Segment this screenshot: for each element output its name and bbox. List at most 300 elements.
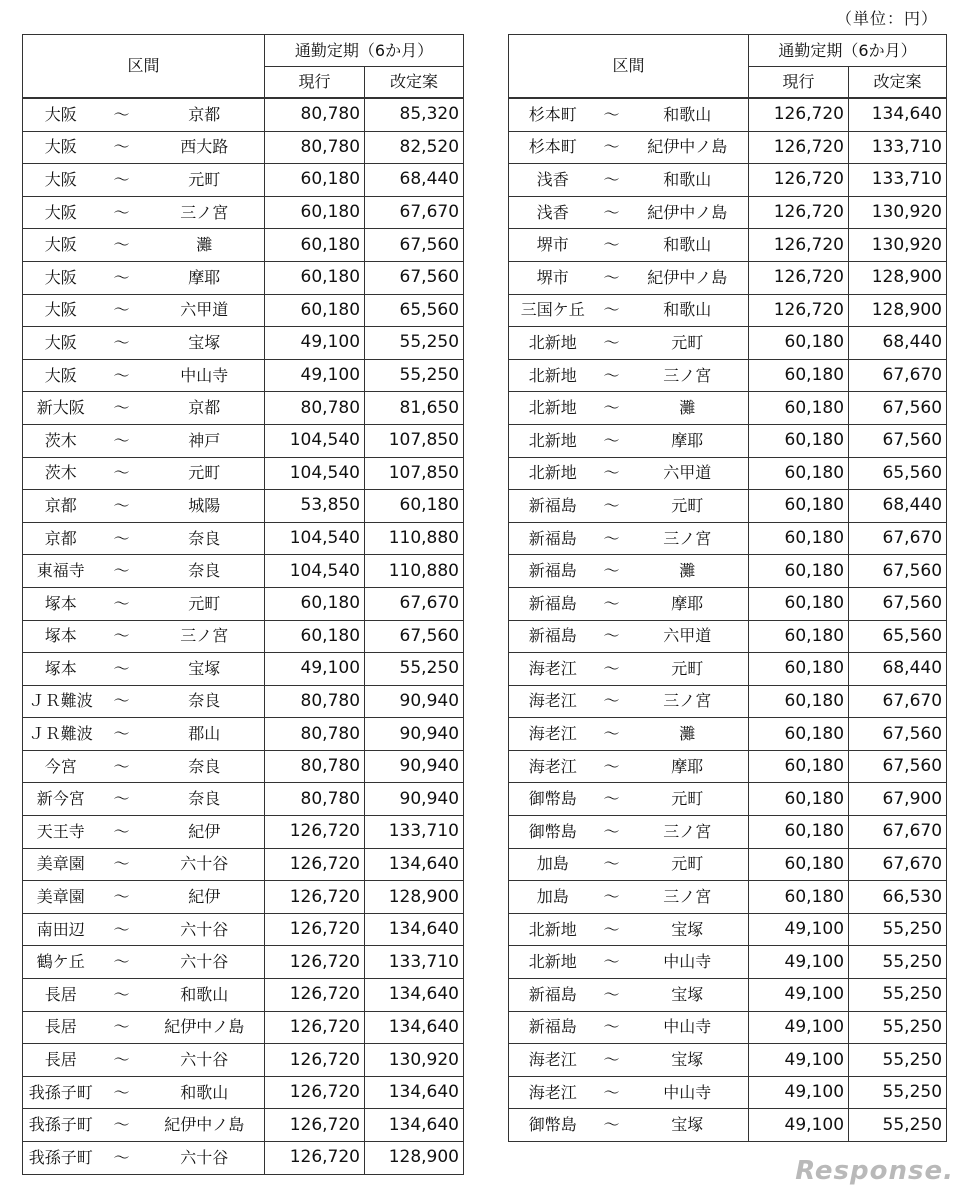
proposed-fare: 60,180 <box>365 490 464 523</box>
proposed-fare: 130,920 <box>849 229 947 262</box>
current-fare: 60,180 <box>749 424 849 457</box>
section-tilde: ～ <box>597 816 627 849</box>
section-to: 和歌山 <box>627 164 749 197</box>
proposed-fare: 55,250 <box>365 653 464 686</box>
table-row <box>23 848 464 881</box>
current-fare: 60,180 <box>265 196 365 229</box>
table-row <box>23 1076 464 1109</box>
section-tilde: ～ <box>99 424 145 457</box>
current-fare: 126,720 <box>265 816 365 849</box>
proposed-fare: 82,520 <box>365 131 464 164</box>
section-to: 紀伊中ノ島 <box>627 131 749 164</box>
table-row <box>23 653 464 686</box>
table-row <box>23 424 464 457</box>
section-to: 六甲道 <box>145 294 265 327</box>
section-tilde: ～ <box>99 98 145 131</box>
section-to: 灘 <box>627 718 749 751</box>
section-to: 奈良 <box>145 783 265 816</box>
table-row <box>509 881 947 914</box>
section-tilde: ～ <box>99 816 145 849</box>
unit-label: （単位：円） <box>835 9 938 28</box>
current-fare: 104,540 <box>265 522 365 555</box>
proposed-fare: 55,250 <box>849 1109 947 1142</box>
section-from: 茨木 <box>23 457 99 490</box>
proposed-fare: 130,920 <box>849 196 947 229</box>
section-to: 三ノ宮 <box>627 522 749 555</box>
section-tilde: ～ <box>99 261 145 294</box>
section-header: 区間 <box>509 35 749 99</box>
section-from: 北新地 <box>509 457 597 490</box>
current-fare: 49,100 <box>265 359 365 392</box>
table-row <box>23 457 464 490</box>
section-tilde: ～ <box>99 913 145 946</box>
table-row <box>23 750 464 783</box>
section-from: 新福島 <box>509 490 597 523</box>
section-from: 京都 <box>23 522 99 555</box>
section-to: 元町 <box>145 587 265 620</box>
proposed-fare: 55,250 <box>365 327 464 360</box>
table-row <box>509 164 947 197</box>
section-tilde: ～ <box>99 555 145 588</box>
proposed-fare: 55,250 <box>849 946 947 979</box>
table-row <box>23 98 464 131</box>
section-tilde: ～ <box>99 653 145 686</box>
section-to: 宝塚 <box>145 327 265 360</box>
proposed-fare: 134,640 <box>365 1011 464 1044</box>
table-row <box>23 946 464 979</box>
proposed-fare: 67,670 <box>849 359 947 392</box>
section-to: 灘 <box>627 392 749 425</box>
section-from: 杉本町 <box>509 131 597 164</box>
current-fare: 126,720 <box>749 229 849 262</box>
current-fare: 80,780 <box>265 750 365 783</box>
table-row <box>509 750 947 783</box>
section-from: 我孫子町 <box>23 1142 99 1175</box>
watermark-text: Response. <box>795 1156 954 1186</box>
current-fare: 60,180 <box>749 783 849 816</box>
section-from: 堺市 <box>509 261 597 294</box>
section-tilde: ～ <box>99 946 145 979</box>
section-from: 大阪 <box>23 196 99 229</box>
section-to: 紀伊 <box>145 881 265 914</box>
section-tilde: ～ <box>99 294 145 327</box>
section-to: 六十谷 <box>145 848 265 881</box>
current-fare: 126,720 <box>749 261 849 294</box>
current-fare: 49,100 <box>749 913 849 946</box>
table-row <box>509 457 947 490</box>
table-row <box>23 490 464 523</box>
section-tilde: ～ <box>597 522 627 555</box>
section-from: 御幣島 <box>509 1109 597 1142</box>
section-from: 天王寺 <box>23 816 99 849</box>
table-row <box>23 913 464 946</box>
section-tilde: ～ <box>99 1076 145 1109</box>
proposed-fare: 67,560 <box>849 424 947 457</box>
section-to: 神戸 <box>145 424 265 457</box>
current-fare: 60,180 <box>749 685 849 718</box>
table-row <box>509 1044 947 1077</box>
section-to: 京都 <box>145 392 265 425</box>
section-tilde: ～ <box>597 294 627 327</box>
current-fare: 60,180 <box>749 750 849 783</box>
proposed-fare: 67,670 <box>849 522 947 555</box>
current-fare: 80,780 <box>265 392 365 425</box>
current-fare: 53,850 <box>265 490 365 523</box>
fare-table-right <box>508 34 947 1142</box>
proposed-fare: 68,440 <box>849 490 947 523</box>
current-fare: 126,720 <box>749 164 849 197</box>
section-tilde: ～ <box>99 196 145 229</box>
current-fare: 126,720 <box>749 196 849 229</box>
table-row <box>509 718 947 751</box>
current-fare: 49,100 <box>749 1011 849 1044</box>
table-row <box>23 1044 464 1077</box>
section-tilde: ～ <box>597 620 627 653</box>
section-to: 元町 <box>145 164 265 197</box>
proposed-fare: 55,250 <box>849 913 947 946</box>
section-to: 宝塚 <box>627 1109 749 1142</box>
section-tilde: ～ <box>99 881 145 914</box>
section-to: 三ノ宮 <box>627 816 749 849</box>
current-fare: 126,720 <box>265 1142 365 1175</box>
table-row <box>509 653 947 686</box>
current-fare: 104,540 <box>265 555 365 588</box>
section-to: 元町 <box>627 327 749 360</box>
section-from: 新福島 <box>509 555 597 588</box>
section-to: 中山寺 <box>145 359 265 392</box>
current-fare: 126,720 <box>265 1076 365 1109</box>
current-fare: 60,180 <box>749 555 849 588</box>
table-row <box>23 392 464 425</box>
proposed-fare: 67,670 <box>849 685 947 718</box>
section-from: 浅香 <box>509 164 597 197</box>
table-row <box>509 327 947 360</box>
fare-table-left <box>22 34 464 1175</box>
table-row <box>23 881 464 914</box>
table-row <box>509 1011 947 1044</box>
table-row <box>509 946 947 979</box>
current-fare: 60,180 <box>749 359 849 392</box>
current-fare: 126,720 <box>265 1044 365 1077</box>
section-tilde: ～ <box>99 685 145 718</box>
section-to: 京都 <box>145 98 265 131</box>
section-tilde: ～ <box>597 946 627 979</box>
table-row <box>509 392 947 425</box>
section-to: 中山寺 <box>627 946 749 979</box>
section-to: 三ノ宮 <box>145 196 265 229</box>
section-to: 三ノ宮 <box>627 881 749 914</box>
section-from: 新福島 <box>509 979 597 1012</box>
table-row <box>509 979 947 1012</box>
proposed-fare: 90,940 <box>365 685 464 718</box>
section-from: 新今宮 <box>23 783 99 816</box>
table-row <box>509 424 947 457</box>
proposed-header: 改定案 <box>849 67 947 99</box>
section-from: 大阪 <box>23 327 99 360</box>
current-fare: 49,100 <box>265 653 365 686</box>
section-from: 海老江 <box>509 718 597 751</box>
proposed-fare: 134,640 <box>849 98 947 131</box>
section-from: 大阪 <box>23 359 99 392</box>
proposed-fare: 134,640 <box>365 848 464 881</box>
current-fare: 126,720 <box>749 131 849 164</box>
current-fare: 60,180 <box>265 261 365 294</box>
section-to: 和歌山 <box>627 229 749 262</box>
current-fare: 126,720 <box>749 294 849 327</box>
current-fare: 60,180 <box>265 164 365 197</box>
table-row <box>509 587 947 620</box>
proposed-fare: 110,880 <box>365 555 464 588</box>
pass-header: 通勤定期（6か月） <box>265 35 464 67</box>
table-row <box>23 164 464 197</box>
current-fare: 49,100 <box>749 979 849 1012</box>
proposed-fare: 67,560 <box>849 555 947 588</box>
proposed-fare: 107,850 <box>365 457 464 490</box>
proposed-fare: 65,560 <box>849 457 947 490</box>
fare-rows-right <box>509 98 947 1142</box>
response-watermark <box>795 1156 954 1186</box>
table-row <box>23 196 464 229</box>
section-from: 今宮 <box>23 750 99 783</box>
section-to: 中山寺 <box>627 1076 749 1109</box>
section-tilde: ～ <box>597 913 627 946</box>
proposed-fare: 85,320 <box>365 98 464 131</box>
proposed-fare: 133,710 <box>849 131 947 164</box>
current-fare: 60,180 <box>749 620 849 653</box>
proposed-fare: 67,560 <box>365 261 464 294</box>
section-from: 新福島 <box>509 1011 597 1044</box>
proposed-fare: 67,560 <box>365 229 464 262</box>
proposed-fare: 55,250 <box>849 1044 947 1077</box>
section-to: 六十谷 <box>145 946 265 979</box>
proposed-fare: 67,670 <box>849 848 947 881</box>
table-row <box>23 522 464 555</box>
proposed-fare: 67,900 <box>849 783 947 816</box>
section-tilde: ～ <box>597 750 627 783</box>
current-fare: 80,780 <box>265 685 365 718</box>
section-from: 加島 <box>509 848 597 881</box>
section-to: 六甲道 <box>627 620 749 653</box>
table-row <box>23 816 464 849</box>
pass-header: 通勤定期（6か月） <box>749 35 947 67</box>
section-to: 摩耶 <box>627 750 749 783</box>
section-from: ＪＲ難波 <box>23 718 99 751</box>
section-to: 和歌山 <box>145 1076 265 1109</box>
section-from: 鶴ケ丘 <box>23 946 99 979</box>
section-to: 奈良 <box>145 522 265 555</box>
section-to: 紀伊 <box>145 816 265 849</box>
table-row <box>509 620 947 653</box>
proposed-fare: 134,640 <box>365 1076 464 1109</box>
section-tilde: ～ <box>597 783 627 816</box>
section-from: 御幣島 <box>509 816 597 849</box>
section-tilde: ～ <box>99 392 145 425</box>
section-tilde: ～ <box>597 979 627 1012</box>
proposed-fare: 130,920 <box>365 1044 464 1077</box>
section-tilde: ～ <box>597 848 627 881</box>
proposed-fare: 66,530 <box>849 881 947 914</box>
table-row <box>509 229 947 262</box>
table-row <box>23 359 464 392</box>
section-tilde: ～ <box>597 1011 627 1044</box>
current-fare: 60,180 <box>749 653 849 686</box>
current-header: 現行 <box>265 67 365 99</box>
proposed-fare: 133,710 <box>365 816 464 849</box>
section-tilde: ～ <box>597 718 627 751</box>
current-fare: 126,720 <box>265 979 365 1012</box>
section-to: 郡山 <box>145 718 265 751</box>
section-tilde: ～ <box>597 1076 627 1109</box>
proposed-fare: 68,440 <box>365 164 464 197</box>
section-to: 三ノ宮 <box>627 685 749 718</box>
section-tilde: ～ <box>597 685 627 718</box>
table-row <box>509 522 947 555</box>
proposed-fare: 67,560 <box>849 392 947 425</box>
section-from: 海老江 <box>509 685 597 718</box>
proposed-fare: 107,850 <box>365 424 464 457</box>
table-row <box>509 783 947 816</box>
section-tilde: ～ <box>99 490 145 523</box>
proposed-fare: 68,440 <box>849 327 947 360</box>
proposed-fare: 90,940 <box>365 718 464 751</box>
section-from: 南田辺 <box>23 913 99 946</box>
section-tilde: ～ <box>99 359 145 392</box>
section-from: 海老江 <box>509 1044 597 1077</box>
current-fare: 60,180 <box>749 327 849 360</box>
section-tilde: ～ <box>597 1044 627 1077</box>
section-to: 西大路 <box>145 131 265 164</box>
table-row <box>23 783 464 816</box>
section-from: 北新地 <box>509 913 597 946</box>
section-from: 長居 <box>23 1044 99 1077</box>
current-fare: 49,100 <box>265 327 365 360</box>
table-row <box>509 848 947 881</box>
proposed-fare: 134,640 <box>365 1109 464 1142</box>
section-to: 宝塚 <box>627 913 749 946</box>
table-row <box>23 1142 464 1175</box>
section-tilde: ～ <box>99 457 145 490</box>
current-fare: 49,100 <box>749 1044 849 1077</box>
section-from: 大阪 <box>23 229 99 262</box>
table-row <box>23 261 464 294</box>
section-from: 堺市 <box>509 229 597 262</box>
section-from: 我孫子町 <box>23 1076 99 1109</box>
current-fare: 60,180 <box>749 816 849 849</box>
section-tilde: ～ <box>597 555 627 588</box>
section-from: 塚本 <box>23 653 99 686</box>
section-tilde: ～ <box>99 750 145 783</box>
table-row <box>23 131 464 164</box>
section-to: 元町 <box>627 848 749 881</box>
current-fare: 126,720 <box>749 98 849 131</box>
proposed-fare: 67,670 <box>365 587 464 620</box>
table-row <box>23 229 464 262</box>
current-fare: 126,720 <box>265 881 365 914</box>
section-to: 紀伊中ノ島 <box>627 196 749 229</box>
current-fare: 49,100 <box>749 1076 849 1109</box>
section-from: 大阪 <box>23 164 99 197</box>
section-to: 元町 <box>627 490 749 523</box>
section-tilde: ～ <box>597 881 627 914</box>
section-tilde: ～ <box>597 131 627 164</box>
current-fare: 104,540 <box>265 424 365 457</box>
section-to: 宝塚 <box>627 1044 749 1077</box>
section-to: 元町 <box>145 457 265 490</box>
section-from: 新大阪 <box>23 392 99 425</box>
table-row <box>509 98 947 131</box>
section-to: 奈良 <box>145 685 265 718</box>
table-row <box>23 294 464 327</box>
current-fare: 104,540 <box>265 457 365 490</box>
section-tilde: ～ <box>597 196 627 229</box>
proposed-fare: 55,250 <box>849 1011 947 1044</box>
section-from: 大阪 <box>23 131 99 164</box>
section-to: 元町 <box>627 653 749 686</box>
section-tilde: ～ <box>597 457 627 490</box>
section-from: 塚本 <box>23 587 99 620</box>
section-from: 新福島 <box>509 522 597 555</box>
section-from: 美章園 <box>23 881 99 914</box>
proposed-fare: 65,560 <box>849 620 947 653</box>
section-to: 摩耶 <box>627 587 749 620</box>
proposed-fare: 81,650 <box>365 392 464 425</box>
section-from: 新福島 <box>509 587 597 620</box>
section-tilde: ～ <box>99 1109 145 1142</box>
proposed-header: 改定案 <box>365 67 464 99</box>
proposed-fare: 134,640 <box>365 979 464 1012</box>
section-to: 奈良 <box>145 750 265 783</box>
table-row <box>509 294 947 327</box>
proposed-fare: 110,880 <box>365 522 464 555</box>
section-tilde: ～ <box>99 131 145 164</box>
current-fare: 60,180 <box>265 229 365 262</box>
section-from: 京都 <box>23 490 99 523</box>
section-tilde: ～ <box>597 587 627 620</box>
section-from: 長居 <box>23 979 99 1012</box>
section-to: 灘 <box>145 229 265 262</box>
section-from: 我孫子町 <box>23 1109 99 1142</box>
proposed-fare: 67,560 <box>849 587 947 620</box>
section-tilde: ～ <box>99 718 145 751</box>
section-from: 塚本 <box>23 620 99 653</box>
current-fare: 80,780 <box>265 131 365 164</box>
section-to: 宝塚 <box>627 979 749 1012</box>
table-row <box>509 913 947 946</box>
current-fare: 60,180 <box>749 718 849 751</box>
section-from: 海老江 <box>509 750 597 783</box>
current-fare: 60,180 <box>749 848 849 881</box>
current-fare: 60,180 <box>749 587 849 620</box>
current-fare: 60,180 <box>265 587 365 620</box>
current-fare: 80,780 <box>265 783 365 816</box>
proposed-fare: 67,560 <box>365 620 464 653</box>
proposed-fare: 55,250 <box>849 979 947 1012</box>
table-row <box>23 327 464 360</box>
current-fare: 60,180 <box>749 392 849 425</box>
section-tilde: ～ <box>597 98 627 131</box>
section-from: 北新地 <box>509 946 597 979</box>
current-fare: 60,180 <box>749 522 849 555</box>
proposed-fare: 67,670 <box>365 196 464 229</box>
section-tilde: ～ <box>99 164 145 197</box>
proposed-fare: 67,670 <box>849 816 947 849</box>
current-fare: 60,180 <box>265 294 365 327</box>
section-tilde: ～ <box>99 979 145 1012</box>
section-to: 六十谷 <box>145 1142 265 1175</box>
table-row <box>509 359 947 392</box>
proposed-fare: 133,710 <box>365 946 464 979</box>
current-fare: 126,720 <box>265 946 365 979</box>
